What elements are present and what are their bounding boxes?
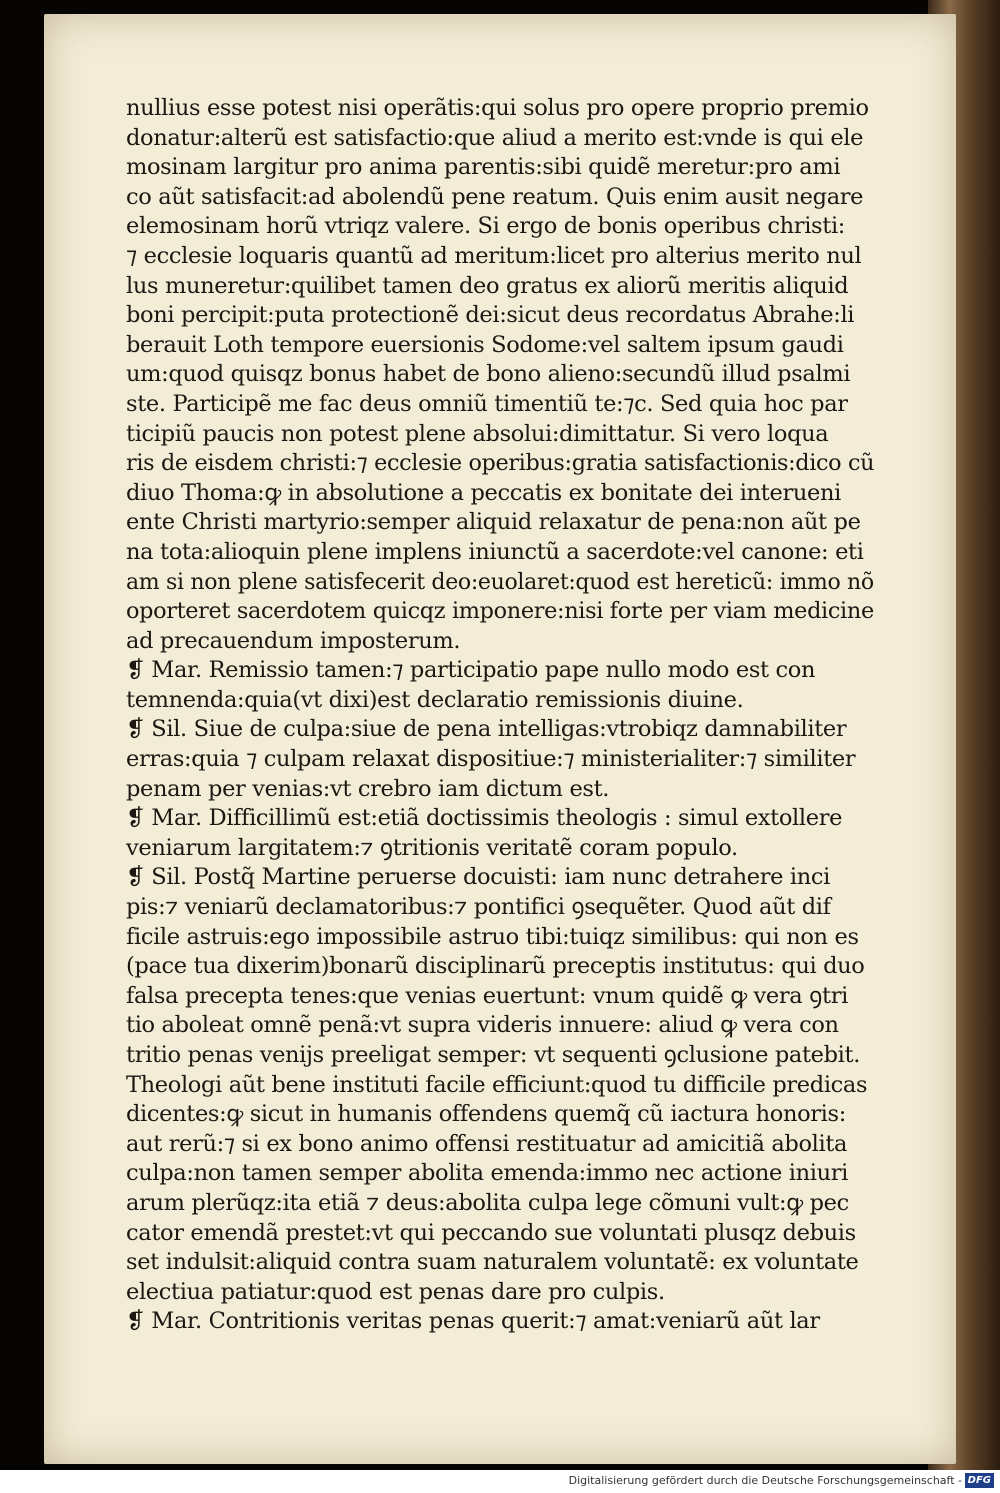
text-line: Theologi aũt bene instituti facile efficiunt:quod tu difficile predicas	[126, 1071, 868, 1098]
dfg-credit-text: Digitalisierung gefördert durch die Deutsche Forschungsgemeinschaft -	[568, 1474, 962, 1487]
text-line: oporteret sacerdotem quicqz imponere:nisi forte per viam medicine	[126, 598, 874, 625]
text-line: tritio penas venijs preeligat semper: vt sequenti ꝯclusione patebit.	[126, 1042, 861, 1068]
text-block	[126, 94, 874, 1337]
text-line: ⁊ ecclesie loquaris quantũ ad meritum:licet pro alterius merito nul	[126, 242, 862, 269]
text-line: ste. Participẽ me fac deus omniũ timentiũ te:⁊c. Sed quia hoc par	[126, 390, 848, 417]
text-line: nullius esse potest nisi operãtis:qui solus pro opere proprio premio	[126, 95, 869, 121]
text-line: dicentes:ꝙ sicut in humanis offendens quemq̃ cũ iactura honoris:	[126, 1101, 846, 1128]
text-line: penam per venias:vt crebro iam dictum est.	[126, 775, 610, 802]
text-line: ficile astruis:ego impossibile astruo tibi:tuiqz similibus: qui non es	[126, 923, 859, 950]
text-line: ❡ Mar. Remissio tamen:⁊ participatio pape nullo modo est con	[126, 657, 816, 684]
text-line: pis:⁊ veniarũ declamatoribus:⁊ pontifici ꝯsequẽter. Quod aũt dif	[126, 894, 831, 921]
text-line: (pace tua dixerim)bonarũ disciplinarũ preceptis institutus: qui duo	[126, 953, 865, 980]
text-line: erras:quia ⁊ culpam relaxat dispositiue:⁊ ministerialiter:⁊ similiter	[126, 746, 856, 773]
text-line: set indulsit:aliquid contra suam naturalem voluntatẽ: ex voluntate	[126, 1249, 859, 1276]
text-line: ticipiũ paucis non potest plene absolui:dimittatur. Si vero loqua	[126, 420, 829, 447]
text-line: berauit Loth tempore euersionis Sodome:vel saltem ipsum gaudi	[126, 331, 844, 358]
text-line: culpa:non tamen semper abolita emenda:immo nec actione iniuri	[126, 1160, 849, 1187]
text-line: am si non plene satisfecerit deo:euolaret:quod est hereticũ: immo nõ	[126, 568, 874, 595]
text-line: diuo Thoma:ꝙ in absolutione a peccatis ex bonitate dei interueni	[126, 479, 841, 506]
text-line: ❡ Mar. Difficillimũ est:etiã doctissimis theologis : simul extollere	[126, 805, 843, 832]
footer-bar	[0, 1470, 1000, 1493]
text-line: electiua patiatur:quod est penas dare pro culpis.	[126, 1278, 665, 1305]
text-line: tio aboleat omnẽ penã:vt supra videris innuere: aliud ꝙ vera con	[126, 1012, 839, 1039]
text-line: donatur:alterũ est satisfactio:que aliud a merito est:vnde is qui ele	[126, 124, 864, 151]
text-line: veniarum largitatem:⁊ ꝯtritionis veritatẽ coram populo.	[126, 834, 738, 861]
text-line: um:quod quisqz bonus habet de bono alieno:secundũ illud psalmi	[126, 361, 851, 388]
text-line: aut rerũ:⁊ si ex bono animo offensi restituatur ad amicitiã abolita	[126, 1130, 848, 1157]
text-line: ❡ Sil. Siue de culpa:siue de pena intelligas:vtrobiqz damnabiliter	[126, 716, 847, 743]
text-line: co aũt satisfacit:ad abolendũ pene reatum. Quis enim ausit negare	[126, 183, 864, 210]
book-page	[44, 14, 956, 1464]
text-line: ente Christi martyrio:semper aliquid relaxatur de pena:non aũt pe	[126, 509, 861, 536]
text-line: lus muneretur:quilibet tamen deo gratus ex aliorũ meritis aliquid	[126, 272, 849, 299]
text-line: temnenda:quia(vt dixi)est declaratio remissionis diuine.	[126, 686, 744, 713]
text-line: ad precauendum imposterum.	[126, 627, 461, 654]
text-line: ❡ Sil. Postq̃ Martine peruerse docuisti: iam nunc detrahere inci	[126, 864, 830, 891]
text-line: ris de eisdem christi:⁊ ecclesie operibus:gratia satisfactionis:dico cũ	[126, 450, 874, 477]
text-line: ❡ Mar. Contritionis veritas penas querit:⁊ amat:veniarũ aũt lar	[126, 1308, 820, 1335]
text-line: na tota:alioquin plene implens iniunctũ a sacerdote:vel canone: eti	[126, 538, 864, 565]
text-line: mosinam largitur pro anima parentis:sibi quidẽ meretur:pro ami	[126, 154, 841, 181]
text-line: boni percipit:puta protectionẽ dei:sicut deus recordatus Abrahe:li	[126, 302, 855, 329]
text-line: arum plerũqz:ita etiã ⁊ deus:abolita culpa lege cõmuni vult:ꝙ pec	[126, 1189, 849, 1216]
text-line: elemosinam horũ vtriqz valere. Si ergo de bonis operibus christi:	[126, 213, 846, 240]
text-line: cator emendã prestet:vt qui peccando sue voluntati plusqz debuis	[126, 1219, 856, 1246]
dfg-logo: DFG	[965, 1473, 994, 1488]
text-line: falsa precepta tenes:que venias euertunt: vnum quidẽ ꝙ vera ꝯtri	[126, 982, 848, 1009]
